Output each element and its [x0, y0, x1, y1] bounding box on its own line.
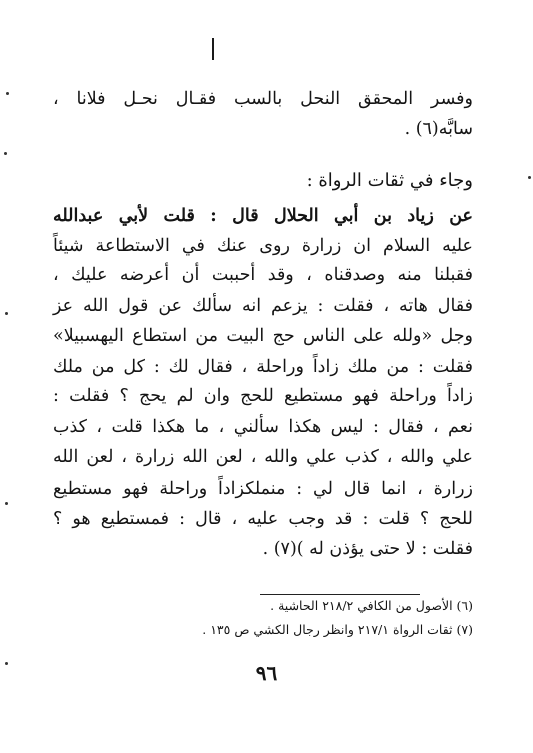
text-line: وجل «ولله على الناس حج البيت من استطاع اليهسبيلا» — [53, 326, 473, 346]
header-mark — [212, 38, 214, 60]
text-line: فقبلنا منه وصدقناه ، وقد أحببت أن أعرضه عليك ، — [53, 265, 473, 285]
scan-speck — [4, 152, 7, 155]
scan-speck — [5, 312, 8, 315]
text-line: زرارة ، انما قال لي : منملكزاداً وراحلة فهو مستطيع — [53, 479, 473, 499]
text-line: فقال هاته ، فقلت : يزعم انه سألك عن قول الله عز — [53, 296, 473, 316]
scan-speck — [5, 502, 8, 505]
text-line: فقلت : لا حتى يؤذن له )(٧) . — [262, 539, 473, 559]
scan-speck — [528, 176, 531, 179]
text-line: زاداً وراحلة فهو مستطيع للحج وان لم يحج ؟ فقلت : — [53, 386, 473, 406]
section-heading: وجاء في ثقات الرواة : — [306, 170, 473, 191]
text-line: فقلت : من ملك زاداً وراحلة ، فقال لك : كل من ملك — [53, 357, 473, 377]
text-line: نعم ، فقال : ليس هكذا سألني ، ما هكذا قلت ، كذب — [53, 417, 473, 437]
text-line: علي والله ، كذب علي والله ، لعن الله زرارة ، لعن الله — [53, 447, 473, 467]
text-line: وفسر المحقق النحل بالسب فقـال نحـل فلانا ، — [53, 89, 473, 109]
text-line: عن زياد بن أبي الحلال قال : قلت لأبي عبدالله — [53, 206, 473, 226]
footnote: (٦) الأصول من الكافي ٢١٨/٢ الحاشية . — [270, 598, 473, 613]
footnote: (٧) ثقات الرواة ٢١٧/١ وانظر رجال الكشي ص ١٣٥ . — [202, 622, 473, 637]
text-line: للحج ؟ قلت : قد وجب عليه ، قال : فمستطيع هو ؟ — [53, 509, 473, 529]
footnote-divider — [260, 594, 420, 595]
text-line: سابَّه(٦) . — [404, 119, 473, 139]
text-line: عليه السلام ان زرارة روى عنك في الاستطاعة شيئاً — [53, 236, 473, 256]
scan-speck — [6, 92, 9, 95]
page-number: ٩٦ — [255, 661, 278, 685]
